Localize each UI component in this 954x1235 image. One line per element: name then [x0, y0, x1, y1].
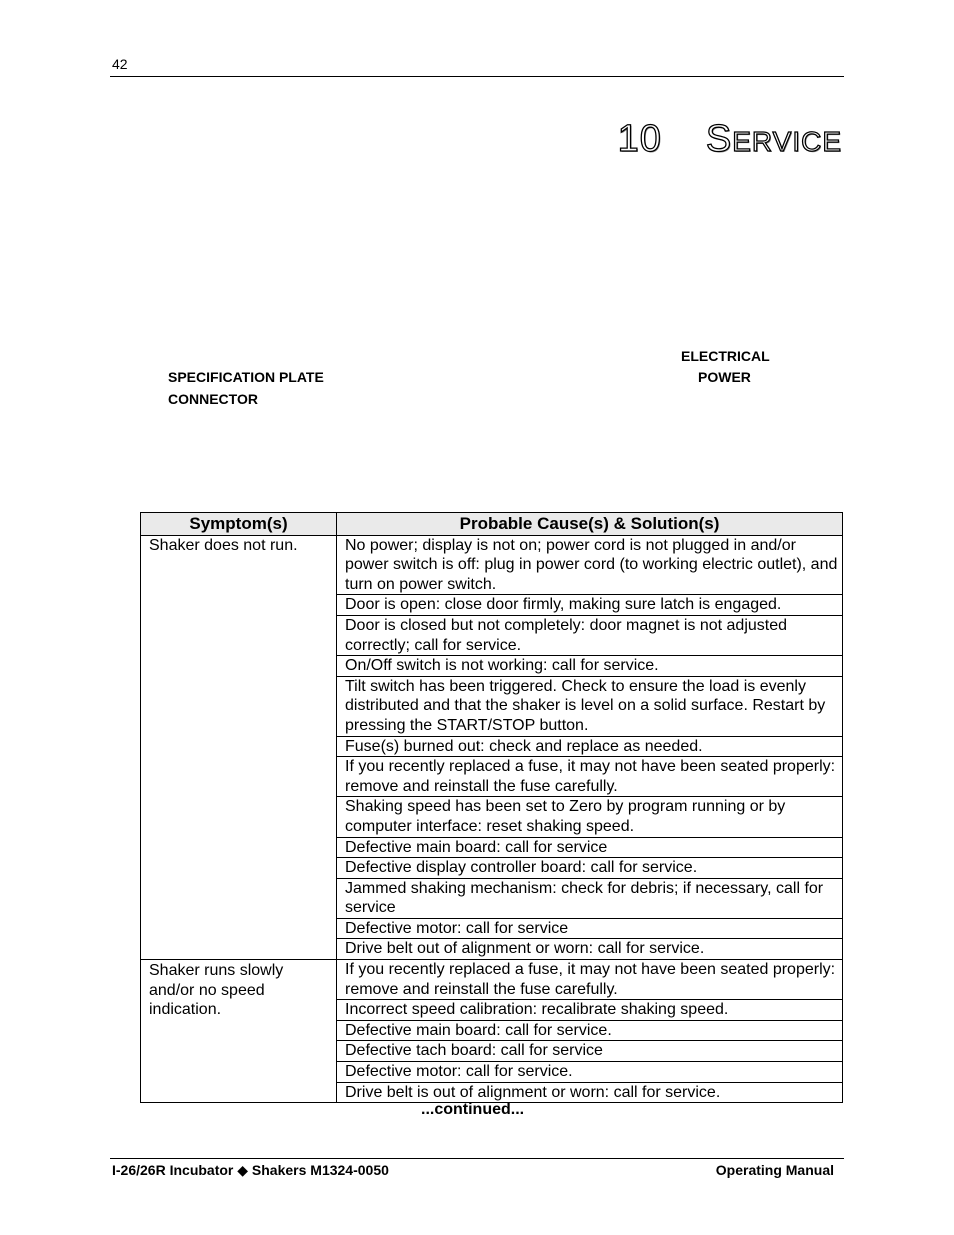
cause-cell: Shaking speed has been set to Zero by program running or by computer interface: reset shaking speed.: [337, 797, 843, 837]
figure-label-specification-plate: SPECIFICATION PLATE: [168, 369, 324, 385]
figure-label-electrical: ELECTRICAL: [681, 348, 770, 364]
cause-cell: Defective display controller board: call for service.: [337, 858, 843, 879]
cause-cell: Door is closed but not completely: door magnet is not adjusted correctly; call for service.: [337, 615, 843, 655]
cause-cell: Defective motor: call for service: [337, 918, 843, 939]
cause-cell: Defective main board: call for service.: [337, 1020, 843, 1041]
cause-cell: If you recently replaced a fuse, it may not have been seated properly: remove and reinstall the fuse carefully.: [337, 960, 843, 1000]
table-row: [141, 535, 843, 595]
cause-cell: Incorrect speed calibration: recalibrate shaking speed.: [337, 1000, 843, 1021]
footer-document-title: I-26/26R Incubator ◆ Shakers M1324-0050: [112, 1162, 389, 1178]
chapter-title: [618, 118, 842, 161]
symptom-cell: Shaker runs slowly and/or no speed indication.: [141, 960, 337, 1103]
continued-note: ...continued...: [421, 1101, 525, 1118]
table-header-row: [141, 513, 843, 536]
symptom-cell: Shaker does not run.: [141, 535, 337, 959]
chapter-title-rest: ERVICE: [732, 126, 842, 157]
cause-cell: On/Off switch is not working: call for service.: [337, 656, 843, 677]
figure-label-power: POWER: [698, 369, 751, 385]
cause-cell: Drive belt out of alignment or worn: call for service.: [337, 939, 843, 960]
footer-manual-type: Operating Manual: [715, 1162, 834, 1178]
troubleshooting-table: [140, 512, 843, 1103]
cause-cell: Door is open: close door firmly, making sure latch is engaged.: [337, 595, 843, 616]
cause-cell: Defective motor: call for service.: [337, 1062, 843, 1083]
chapter-number: 10: [617, 118, 662, 160]
cause-cell: Jammed shaking mechanism: check for debris; if necessary, call for service: [337, 878, 843, 918]
figure-label-connector: CONNECTOR: [168, 391, 258, 407]
cause-cell: Defective main board: call for service: [337, 837, 843, 858]
cause-cell: If you recently replaced a fuse, it may not have been seated properly: remove and reinstall the fuse carefully.: [337, 757, 843, 797]
cause-cell: No power; display is not on; power cord is not plugged in and/or power switch is off: plug in power cord (to working electric outlet), and turn on power switch.: [337, 535, 843, 595]
footer-rule: [110, 1158, 844, 1159]
column-header-cause: Probable Cause(s) & Solution(s): [337, 513, 843, 536]
header-rule: [110, 76, 844, 77]
column-header-symptom: Symptom(s): [141, 513, 337, 536]
cause-cell: Drive belt is out of alignment or worn: call for service.: [337, 1082, 843, 1103]
cause-cell: Tilt switch has been triggered. Check to ensure the load is evenly distributed and that the shaker is level on a solid surface. Restart by pressing the START/STOP button.: [337, 676, 843, 736]
page-number: 42: [112, 56, 128, 72]
cause-cell: Fuse(s) burned out: check and replace as needed.: [337, 736, 843, 757]
chapter-title-initial: S: [705, 118, 733, 160]
cause-cell: Defective tach board: call for service: [337, 1041, 843, 1062]
table-row: [141, 960, 843, 1000]
